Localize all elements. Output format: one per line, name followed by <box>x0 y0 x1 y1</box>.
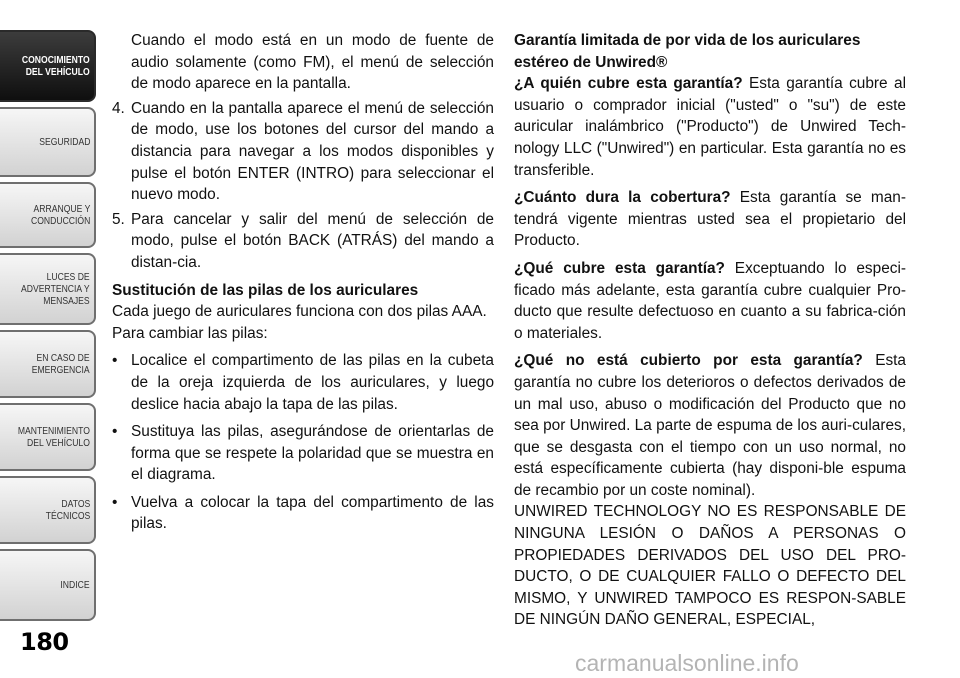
bullet-icon: • <box>112 352 118 370</box>
tab-label: SEGURIDAD <box>38 136 90 148</box>
bullet-text: Vuelva a colocar la tapa del compartimento de las pilas. <box>131 493 494 533</box>
watermark: carmanualsonline.info <box>575 650 799 676</box>
answer: Esta garantía cubre al usuario o comprador inicial ("usted" o "su") de este auricular inalámbrico ("Producto") de Unwired Tech-nology LLC ("Unwired") en particular. Esta garantía no es transferible. <box>514 75 906 179</box>
tab-conocimiento[interactable] <box>0 30 96 102</box>
chapter-tabs <box>0 0 100 624</box>
tab-label: MANTENIMIENTO DEL VEHÍCULO <box>17 425 90 449</box>
body-paragraph: Para cambiar las pilas: <box>112 324 268 342</box>
page-number: 180 <box>20 628 69 656</box>
tab-label: INDICE <box>60 579 90 591</box>
warranty-paragraph <box>514 350 906 501</box>
answer: Exceptuando lo especi-ficado más adelante, esta garantía cubre cualquier Pro-ducto que resulte defectuoso en cuanto a su fabrica-ción o materiales. <box>514 259 906 342</box>
section-heading: Sustitución de las pilas de los auriculares <box>112 281 419 299</box>
tab-seguridad[interactable] <box>0 107 96 177</box>
tab-label: EN CASO DE EMERGENCIA <box>32 352 90 376</box>
intro-paragraph: Cuando el modo está en un modo de fuente de audio solamente (como FM), el menú de selección de modo aparece en la pantalla. <box>131 32 494 93</box>
warranty-heading: Garantía limitada de por vida de los auriculares estéreo de Unwired® <box>514 32 861 71</box>
question: ¿Qué no está cubierto por esta garantía? <box>514 352 863 370</box>
step-number: 4. <box>112 99 125 117</box>
warranty-paragraph <box>514 187 906 252</box>
tab-label: DATOS TÉCNICOS <box>45 498 90 522</box>
tab-emergencia[interactable] <box>0 330 96 398</box>
tab-luces[interactable] <box>0 253 96 325</box>
step-number: 5. <box>112 210 125 228</box>
tab-mantenimiento[interactable] <box>0 403 96 471</box>
answer: Esta garantía se man-tendrá vigente mientras usted sea el propietario del Producto. <box>514 189 906 250</box>
bullet-text: Localice el compartimento de las pilas en la cubeta de la oreja izquierda de los auriculares, y luego deslice hacia abajo la tapa de las pilas. <box>131 352 494 413</box>
step-text: Para cancelar y salir del menú de selección de modo, pulse el botón BACK (ATRÁS) del mando a distan-cia. <box>131 210 494 271</box>
tab-label: CONOCIMIENTO DEL VEHÍCULO <box>22 54 90 78</box>
bullet-icon: • <box>112 423 118 441</box>
bullet-item <box>112 492 494 535</box>
bullet-text: Sustituya las pilas, asegurándose de orientarlas de forma que se respete la polaridad que se muestra en el diagrama. <box>131 423 494 484</box>
step-5 <box>112 209 494 274</box>
liability-paragraph: UNWIRED TECHNOLOGY NO ES RESPONSABLE DE NINGUNA LESIÓN O DAÑOS A PERSONAS O PROPIEDADES DERIVADOS DEL USO DEL PRO-DUCTO, O DE CUALQUIER FALLO O DEFECTO DEL MISMO, Y UNWIRED TAMPOCO ES RESPON-SABLE DE NINGÚN DAÑO GENERAL, ESPECIAL, <box>514 503 906 629</box>
warranty-paragraph <box>514 73 906 181</box>
question: ¿A quién cubre esta garantía? <box>514 75 743 93</box>
question: ¿Cuánto dura la cobertura? <box>514 189 731 207</box>
bullet-item <box>112 421 494 486</box>
tab-datos-tecnicos[interactable] <box>0 476 96 544</box>
bullet-item <box>112 350 494 415</box>
warranty-paragraph <box>514 258 906 344</box>
tab-indice[interactable] <box>0 549 96 621</box>
left-column <box>112 30 494 535</box>
body-paragraph: Cada juego de auriculares funciona con dos pilas AAA. <box>112 303 487 321</box>
tab-arranque[interactable] <box>0 182 96 248</box>
bullet-icon: • <box>112 493 118 511</box>
step-text: Cuando en la pantalla aparece el menú de selección de modo, use los botones del cursor del mando a distancia para navegar a los modos disponibles y pulse el botón ENTER (INTRO) para seleccionar el nuevo modo. <box>131 99 494 204</box>
question: ¿Qué cubre esta garantía? <box>514 259 725 277</box>
answer: Esta garantía no cubre los deterioros o defectos derivados de un mal uso, abuso o modificación del Producto que no sea por Unwired. La parte de espuma de los auri-culares, que se desgasta con el tiempo con un uso normal, no está específicamente cubierta (hay disponi-ble espuma de recambio por un coste nominal). <box>514 352 906 499</box>
right-column <box>514 30 906 631</box>
tab-label: ARRANQUE Y CONDUCCIÓN <box>30 203 90 227</box>
tab-label: LUCES DE ADVERTENCIA Y MENSAJES <box>21 271 90 307</box>
step-4 <box>112 98 494 206</box>
